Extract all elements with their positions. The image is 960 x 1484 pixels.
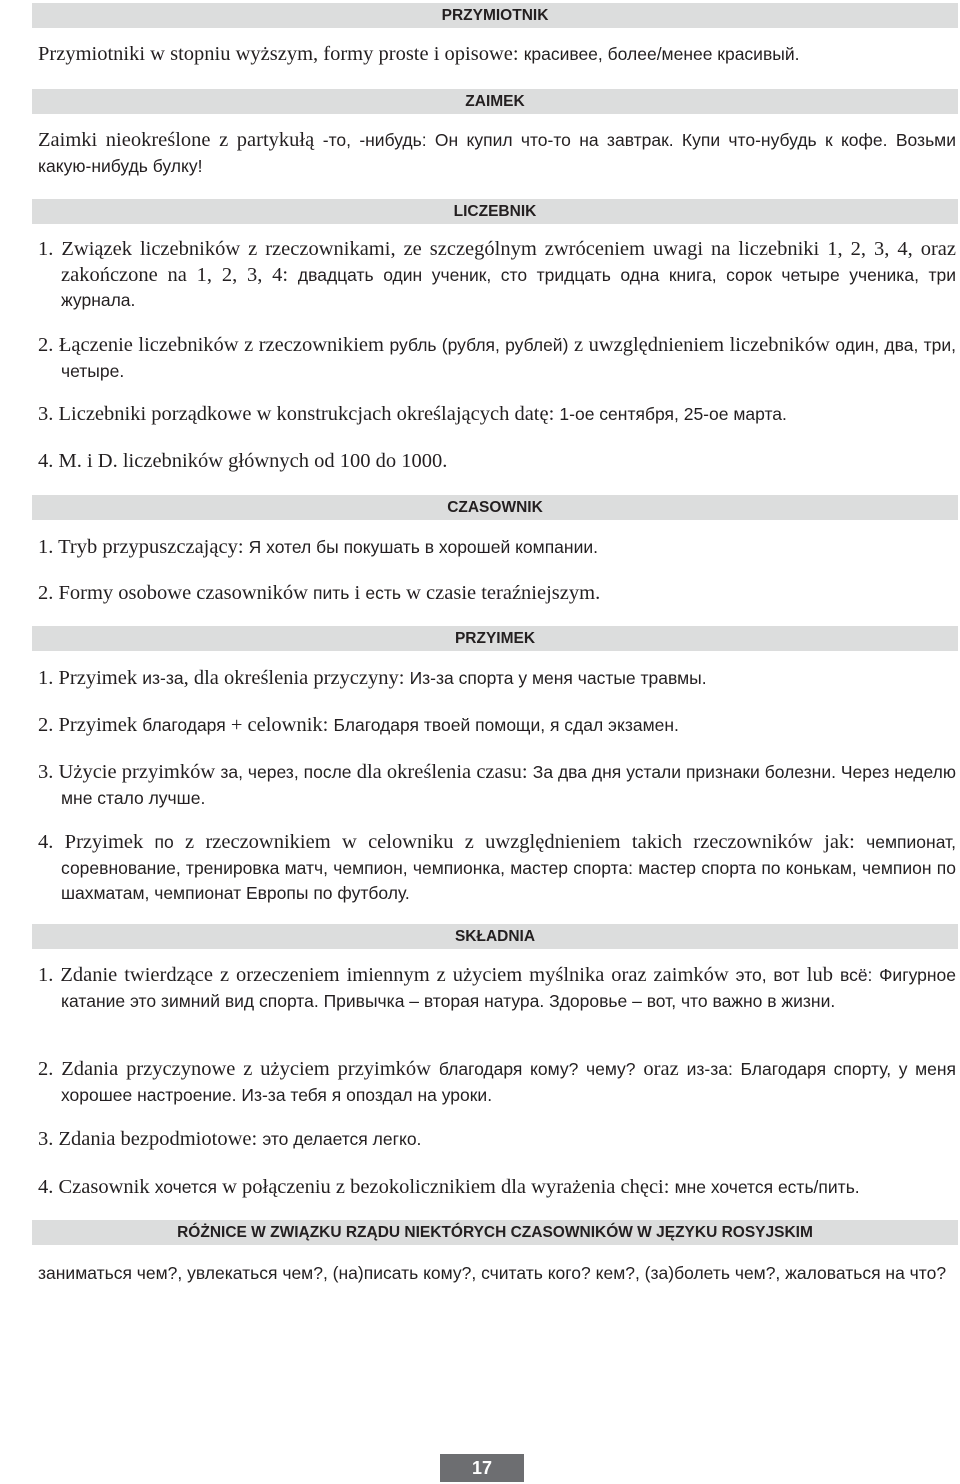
text-ru: хочется (154, 1177, 217, 1197)
text-pl: 1. Zdanie twierdzące z orzeczeniem imiennym z użyciem myślnika oraz zaimków (38, 964, 736, 986)
text-pl: , dla określenia przyczyny: (183, 667, 410, 689)
section-heading-przyimek: PRZYIMEK (32, 626, 958, 651)
text-pl: 2. Zdania przyczynowe z użyciem przyimków (38, 1058, 439, 1080)
text-ru: Я хотел бы покушать в хорошей компании. (248, 537, 598, 557)
text-ru: -то, -нибудь: Он купил что-то на завтрак. Купи что-нубудь к кофе. Возьми какую-нибудь булку! (38, 130, 956, 176)
text-ru: Из-за спорта у меня частые травмы. (409, 668, 707, 688)
skladnia-item-3 (38, 1127, 956, 1153)
section-heading-skladnia: SKŁADNIA (32, 924, 958, 949)
skladnia-item-2 (38, 1057, 956, 1108)
section-heading-czasownik: CZASOWNIK (32, 495, 958, 520)
text-ru: благодаря кому? чему? (438, 1059, 636, 1079)
skladnia-item-4 (38, 1175, 956, 1201)
text-pl: + celownik: (225, 714, 334, 736)
section-heading-przymiotnik: PRZYMIOTNIK (32, 3, 958, 28)
text-ru: всё: Фигурное катание это зимний вид спорта. Привычка – вторая натура. Здоровье – вот, что важно в жизни. (61, 965, 957, 1011)
text-pl: 2. Przyimek (38, 714, 143, 736)
text-pl: z uwzględnieniem liczebników (568, 334, 836, 356)
text-ru: рубль (рубля, рублей) (389, 335, 569, 355)
text-pl: 2. Łączenie liczebników z rzeczownikiem (38, 334, 390, 356)
section-heading-roznice: RÓŻNICE W ZWIĄZKU RZĄDU NIEKTÓRYCH CZASOWNIKÓW W JĘZYKU ROSYJSKIM (32, 1220, 958, 1245)
przyimek-item-3 (38, 760, 956, 811)
text-pl: Przymiotniki w stopniu wyższym, formy proste i opisowe: (38, 43, 524, 65)
page-number: 17 (440, 1454, 524, 1482)
text-ru: красивее, более/менее красивый. (523, 44, 800, 64)
przyimek-item-4 (38, 830, 956, 907)
text-ru: из-за: Благодаря спорту, у меня хорошее настроение. Из-за тебя я опоздал на уроки. (61, 1059, 956, 1105)
text-ru: мне хочется есть/пить. (674, 1177, 860, 1197)
text-pl: w połączeniu z bezokolicznikiem dla wyrażenia chęci: (216, 1176, 675, 1198)
text-pl: 3. Użycie przyimków (38, 761, 221, 783)
text-pl: Zaimki nieokreślone z partykułą (38, 129, 323, 151)
liczebnik-item-1 (38, 237, 956, 314)
liczebnik-item-4 (38, 449, 956, 475)
przyimek-item-2 (38, 713, 956, 739)
text-ru: двадцать один ученик, сто тридцать одна книга, сорок четыре ученика, три журнала. (61, 264, 956, 310)
text-pl: 4. Przyimek (38, 831, 155, 853)
text-pl: 3. Liczebniki porządkowe w konstrukcjach określających datę: (38, 403, 560, 425)
text-pl: dla określenia czasu: (351, 761, 533, 783)
przymiotnik-paragraph (38, 42, 956, 68)
text-ru: 1-ое сентября, 25-ое марта. (559, 404, 787, 424)
text-ru: по (154, 832, 174, 852)
section-heading-zaimek: ZAIMEK (32, 89, 958, 114)
liczebnik-item-3 (38, 402, 956, 428)
text-ru: благодаря (142, 715, 226, 735)
text-ru: один, два, три, четыре. (61, 335, 956, 381)
text-pl: 1. Przyimek (38, 667, 143, 689)
text-pl: i (349, 582, 366, 604)
text-pl: 1. Związek liczebników z rzeczownikami, ze szczególnym zwróceniem uwagi na liczebniki 1, 2, 3, 4, oraz zakończone na 1, 2, 3, 4: (38, 238, 956, 286)
text-pl: 1. Tryb przypuszczający: (38, 536, 249, 558)
text-ru: пить (313, 583, 350, 603)
text-pl: w czasie teraźniejszym. (400, 582, 601, 604)
text-pl: 4. M. i D. liczebników głównych od 100 do 1000. (38, 450, 448, 472)
text-ru: это, вот (735, 965, 800, 985)
text-pl: z rzeczownikiem w celowniku z uwzględnieniem takich rzeczowników jak: (173, 831, 867, 853)
text-pl: 2. Formy osobowe czasowników (38, 582, 314, 604)
text-pl: lub (799, 964, 840, 986)
zaimek-paragraph (38, 128, 956, 179)
czasownik-item-1 (38, 535, 956, 561)
text-ru: заниматься чем?, увлекаться чем?, (на)писать кому?, считать кого? кем?, (за)болеть чем?, жаловаться на что? (38, 1263, 947, 1283)
text-ru: За два дня устали признаки болезни. Через неделю мне стало лучше. (61, 762, 957, 808)
text-ru: чемпионат, соревнование, тренировка матч, чемпион, чемпионка, мастер спорта: мастер спорта по конькам, чемпион по шахматам, чемпионат Европы по футболу. (61, 832, 956, 903)
text-ru: есть (365, 583, 401, 603)
text-ru: это делается легко. (262, 1129, 422, 1149)
roznice-paragraph (38, 1261, 956, 1287)
text-ru: из-за (142, 668, 184, 688)
text-ru: Благодаря твоей помощи, я сдал экзамен. (333, 715, 679, 735)
section-heading-liczebnik: LICZEBNIK (32, 199, 958, 224)
text-pl: 3. Zdania bezpodmiotowe: (38, 1128, 263, 1150)
skladnia-item-1 (38, 963, 956, 1014)
text-pl: oraz (635, 1058, 687, 1080)
text-pl: 4. Czasownik (38, 1176, 155, 1198)
liczebnik-item-2 (38, 333, 956, 384)
czasownik-item-2 (38, 581, 956, 607)
przyimek-item-1 (38, 666, 956, 692)
text-ru: за, через, после (220, 762, 352, 782)
